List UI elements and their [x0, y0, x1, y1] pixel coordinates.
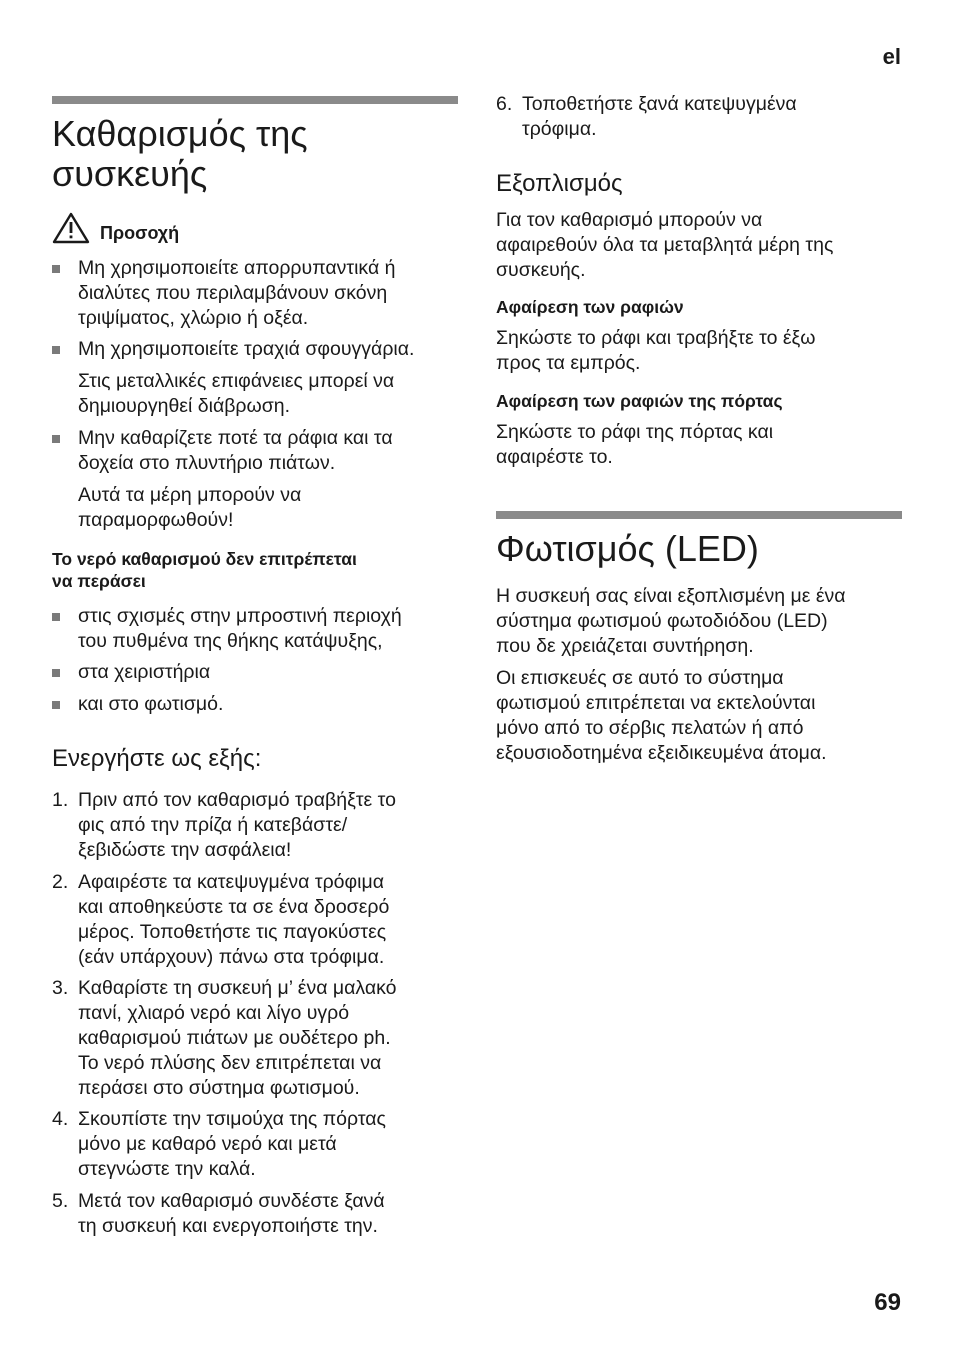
- section-title: Φωτισμός (LED): [496, 528, 759, 569]
- text-line: Μη χρησιμοποιείτε απορρυπαντικά ή: [78, 257, 396, 279]
- bullet-icon: [52, 613, 60, 621]
- text-line: δοχεία στο πλυντήριο πιάτων.: [78, 452, 336, 474]
- paragraph: [496, 208, 906, 283]
- paragraph: [496, 420, 906, 470]
- text-line: Για τον καθαρισμό μπορούν να: [496, 209, 763, 231]
- text-line: μόνο από το σέρβις πελατών ή από: [496, 717, 804, 739]
- note-text: [78, 483, 468, 533]
- text-line: Μην καθαρίζετε ποτέ τα ράφια και τα: [78, 427, 393, 449]
- step-number: 4.: [52, 1108, 69, 1130]
- text-line: φωτισμού επιτρέπεται να εκτελούνται: [496, 692, 816, 714]
- text-line: Σηκώστε το ράφι και τραβήξτε το έξω: [496, 327, 816, 349]
- text-line: να περάσει: [52, 571, 146, 591]
- text-line: αφαιρέστε το.: [496, 446, 613, 468]
- text-line: Οι επισκευές σε αυτό το σύστημα: [496, 667, 784, 689]
- step-number: 2.: [52, 871, 69, 893]
- warning-triangle-icon: [52, 212, 90, 244]
- language-code: el: [882, 44, 901, 69]
- text-line: Αφαιρέστε τα κατεψυγμένα τρόφιμα: [78, 871, 385, 893]
- text-line: αφαιρεθούν όλα τα μεταβλητά μέρη της: [496, 234, 834, 256]
- text-line: που δε χρειάζεται συντήρηση.: [496, 635, 754, 657]
- section-rule: [52, 96, 458, 104]
- paragraph: [496, 666, 906, 766]
- text-line: Στις μεταλλικές επιφάνειες μπορεί να: [78, 370, 395, 392]
- text-line: Σηκώστε το ράφι της πόρτας και: [496, 421, 774, 443]
- text-line: φις από την πρίζα ή κατεβάστε/: [78, 814, 348, 836]
- text-line: σύστημα φωτισμού φωτοδιόδου (LED): [496, 610, 828, 632]
- text-line: Πριν από τον καθαρισμό τραβήξτε το: [78, 789, 396, 811]
- bullet-icon: [52, 346, 60, 354]
- text-line: τη συσκευή και ενεργοποιήστε την.: [78, 1215, 378, 1237]
- text-line: Το νερό πλύσης δεν επιτρέπεται να: [78, 1052, 382, 1074]
- subheading: [52, 548, 458, 592]
- text-line: τρόφιμα.: [522, 118, 597, 140]
- bullet-icon: [52, 701, 60, 709]
- text-line: και στο φωτισμό.: [78, 693, 224, 715]
- note-text: [78, 369, 468, 419]
- text-line: διαλύτες που περιλαμβάνουν σκόνη: [78, 282, 388, 304]
- warning-label: Προσοχή: [100, 223, 180, 243]
- step-number: 3.: [52, 977, 69, 999]
- text-line: τριψίματος, χλώριο ή οξέα.: [78, 307, 309, 329]
- text-line: στα χειριστήρια: [78, 661, 211, 683]
- section-rule: [496, 511, 902, 519]
- section-title-line: Καθαρισμός της: [52, 113, 308, 154]
- text-line: Σκουπίστε την τσιμούχα της πόρτας: [78, 1108, 386, 1130]
- text-line: δημιουργηθεί διάβρωση.: [78, 395, 291, 417]
- section-title: [52, 114, 308, 194]
- text-line: στις σχισμές στην μπροστινή περιοχή: [78, 605, 402, 627]
- warning-notice: [52, 212, 179, 244]
- paragraph: [496, 326, 906, 376]
- step-number: 5.: [52, 1190, 69, 1212]
- text-line: περάσει στο σύστημα φωτισμού.: [78, 1077, 360, 1099]
- text-line: καθαρισμού πιάτων με ουδέτερο ph.: [78, 1027, 391, 1049]
- text-line: παραμορφωθούν!: [78, 509, 234, 531]
- subheading: Αφαίρεση των ραφιών της πόρτας: [496, 391, 783, 411]
- text-line: προς τα εμπρός.: [496, 352, 641, 374]
- text-line: συσκευής.: [496, 259, 586, 281]
- section-title-line: συσκευής: [52, 153, 208, 194]
- bullet-icon: [52, 265, 60, 273]
- subheading: Εξοπλισμός: [496, 170, 623, 197]
- text-line: εξουσιοδοτημένα εξειδικευμένα άτομα.: [496, 742, 827, 764]
- bullet-icon: [52, 669, 60, 677]
- subheading: Αφαίρεση των ραφιών: [496, 297, 684, 317]
- text-line: ξεβιδώστε την ασφάλεια!: [78, 839, 292, 861]
- bullet-icon: [52, 435, 60, 443]
- text-line: Μετά τον καθαρισμό συνδέστε ξανά: [78, 1190, 385, 1212]
- step-number: 6.: [496, 93, 513, 115]
- text-line: μέρος. Τοποθετήστε τις παγοκύστες: [78, 921, 387, 943]
- subheading: Ενεργήστε ως εξής:: [52, 745, 262, 772]
- text-line: Αυτά τα μέρη μπορούν να: [78, 484, 302, 506]
- text-line: πανί, χλιαρό νερό και λίγο υγρό: [78, 1002, 350, 1024]
- text-line: Καθαρίστε τη συσκευή μ’ ένα μαλακό: [78, 977, 397, 999]
- text-line: και αποθηκεύστε τα σε ένα δροσερό: [78, 896, 390, 918]
- text-line: στεγνώστε την καλά.: [78, 1158, 256, 1180]
- text-line: Το νερό καθαρισμού δεν επιτρέπεται: [52, 549, 357, 569]
- text-line: (εάν υπάρχουν) πάνω στα τρόφιμα.: [78, 946, 385, 968]
- text-line: Τοποθετήστε ξανά κατεψυγμένα: [522, 93, 797, 115]
- paragraph: [496, 584, 906, 659]
- page-number: 69: [874, 1289, 901, 1316]
- text-line: Η συσκευή σας είναι εξοπλισμένη με ένα: [496, 585, 846, 607]
- text-line: του πυθμένα της θήκης κατάψυξης,: [78, 630, 383, 652]
- text-line: μόνο με καθαρό νερό και μετά: [78, 1133, 337, 1155]
- text-line: Μη χρησιμοποιείτε τραχιά σφουγγάρια.: [78, 338, 415, 360]
- step-number: 1.: [52, 789, 69, 811]
